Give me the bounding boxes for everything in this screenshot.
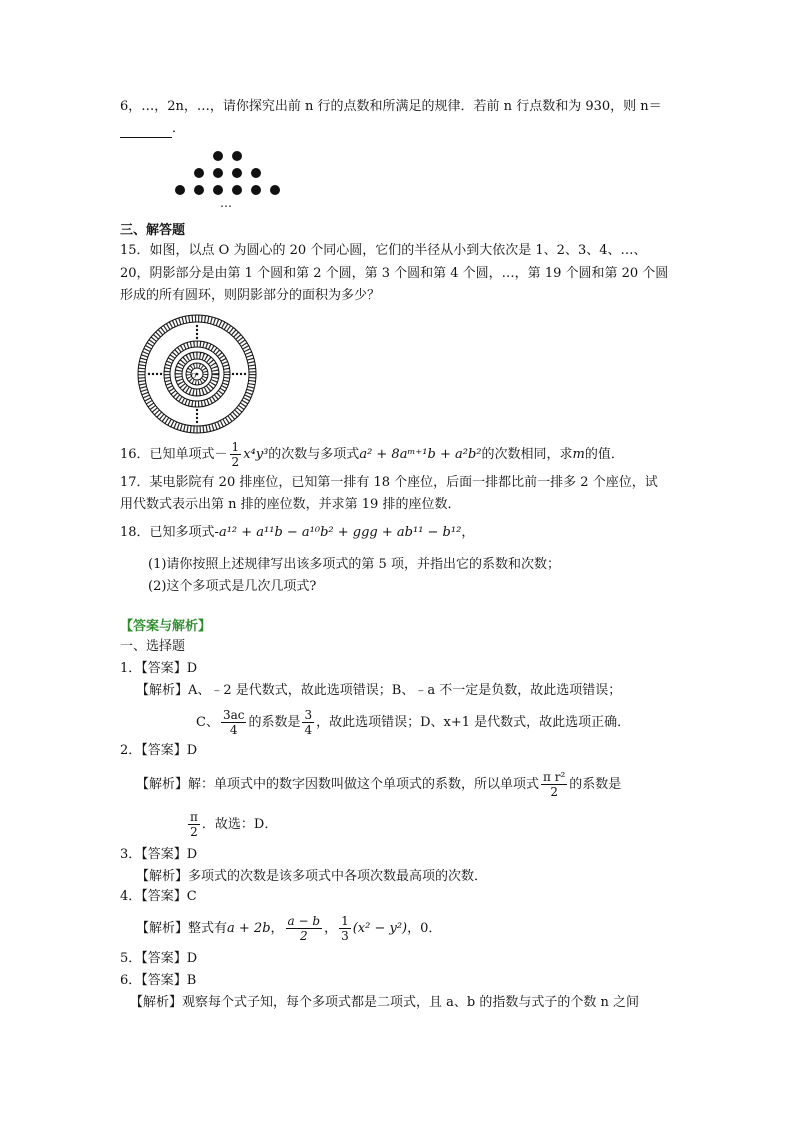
a1-fraction1 [221,708,247,737]
q18-sub1: (1)请你按照上述规律写出该多项式的第 5 项，并指出它的系数和次数； [148,557,560,572]
a2-text: 【解析】解：单项式中的数字因数叫做这个单项式的系数，所以单项式 [136,777,540,792]
a4-expr3: (x² − y²) [352,921,408,936]
q18-polynomial: -a¹² + a¹¹b − a¹⁰b² + ggg + ab¹¹ − b¹² [214,525,462,540]
answer2-head: 2．【答案】D [120,743,198,758]
a4-fraction1 [286,914,323,943]
dots-ellipsis: … [220,196,232,210]
frac-numerator: a − b [287,914,321,928]
frac-numerator: 1 [341,914,349,928]
answer5-head: 5．【答案】D [120,951,198,966]
frac-numerator: π r² [543,770,566,784]
q16-line [120,440,624,469]
q14-line1: 6，…，2n，…，请你探究出前 n 行的点数和所满足的规律．若前 n 行点数和为 930，则 n＝ [120,99,662,114]
q16-polynomial: a² + 8aᵐ⁺¹b + a²b² [359,447,482,462]
answer6-head: 6．【答案】B [120,973,197,988]
answer4-head: 4．【答案】C [120,889,197,904]
a2-end2: ．故选：D． [201,817,278,832]
q18-sub2: (2)这个多项式是几次几项式? [148,579,317,594]
frac-denominator: 2 [550,785,558,799]
frac-numerator: π [190,810,198,824]
dot [194,185,204,195]
answer6-line1: 【解析】观察每个式子知，每个多项式都是二项式，且 a、b 的指数与式子的个数 n 之间 [130,995,639,1010]
q16-suffix: 的次数相同，求 [481,447,573,462]
a1-mid: 的系数是 [248,715,301,730]
dot [232,168,242,178]
frac-denominator: 4 [229,723,238,737]
a1-end: ，故此选项错误；D、x+1 是代数式，故此选项正确． [316,715,631,730]
q16-fraction [230,440,242,469]
answer2-line1 [136,770,621,800]
a4-fraction2 [339,914,351,943]
q17-line2: 用代数式表示出第 n 排的座位数，并求第 19 排的座位数． [120,497,461,512]
dot [232,151,242,161]
center-label: O [191,372,197,380]
a4-pre: 【解析】整式有 [136,921,228,936]
dot [251,185,261,195]
frac-numerator: 1 [231,440,240,454]
dot [194,168,204,178]
answer3-head: 3．【答案】D [120,847,198,862]
dot [270,185,280,195]
answer2-line2 [186,810,277,840]
q15-line3: 形成的所有圆环，则阴影部分的面积为多少？ [120,288,381,303]
q15-line1: 15．如图，以点 O 为圆心的 20 个同心圆，它们的半径从小到大依次是 1、2、3、4、…、 [120,243,647,258]
q15-line2: 20，阴影部分是由第 1 个圆和第 2 个圆，第 3 个圆和第 4 个圆，…，第 19 个圆和第 20 个圆 [120,266,669,281]
answers-title: 【答案与解析】 [120,619,212,634]
frac-denominator: 2 [231,455,240,469]
frac-numerator: 3ac [222,708,245,722]
section3-title: 三、解答题 [120,223,186,238]
dot [213,151,223,161]
frac-denominator: 2 [299,929,308,943]
q18-line [120,524,474,542]
answers-section1: 一、选择题 [120,639,186,654]
a2-fraction1 [541,770,567,799]
answer1-line1: 【解析】A、﹣2 是代数式，故此选项错误；B、﹣a 不一定是负数，故此选项错误； [136,683,622,698]
a4-end: ，0． [407,921,442,936]
q17-line1: 17．某电影院有 20 排座位，已知第一排有 18 个座位，后面一排都比前一排多 2 个座位，试 [120,475,658,490]
dot [175,185,185,195]
a1-fraction2 [302,708,314,737]
frac-denominator: 2 [190,825,198,839]
answer1-line2 [196,708,630,737]
a4-sep: ， [270,921,284,936]
a2-fraction2 [188,810,200,839]
answer1-head: 1．【答案】D [120,661,198,676]
q18-suffix: ， [461,525,475,540]
a1-pre: C、 [196,715,219,730]
q16-end: 的值． [584,447,624,462]
answer4-line1 [136,914,441,944]
answer3-line1: 【解析】多项式的次数是该多项式中各项次数最高项的次数． [136,869,488,884]
q16-middle: 的次数与多项式 [268,447,360,462]
q16-variable: m [572,447,585,462]
q16-monomial: x⁴y³ [243,447,269,462]
q14-line2 [120,120,185,138]
answer-blank [120,125,172,138]
q18-prefix: 18．已知多项式 [120,525,215,540]
a4-sep2: ， [324,921,338,936]
q14-line2-end: ． [172,121,186,136]
concentric-circles-figure [134,312,260,436]
a2-end: 的系数是 [569,777,622,792]
frac-denominator: 3 [341,929,349,943]
a4-expr1: a + 2b [227,921,271,936]
dot [232,185,242,195]
q16-prefix: 16．已知单项式－ [120,447,228,462]
dot [251,168,261,178]
dot [213,168,223,178]
frac-numerator: 3 [304,708,313,722]
frac-denominator: 4 [304,723,313,737]
